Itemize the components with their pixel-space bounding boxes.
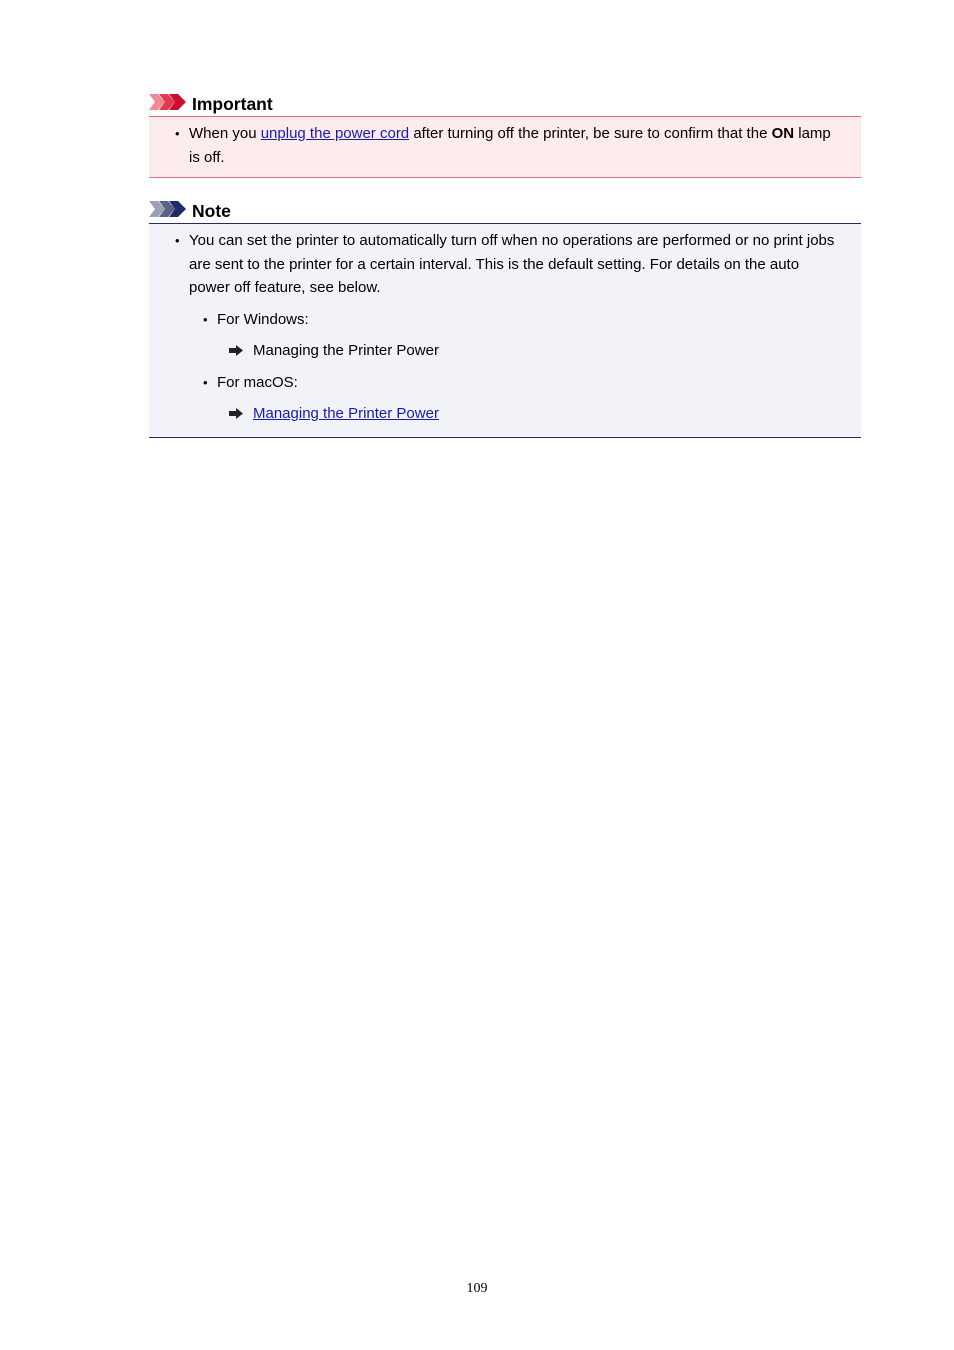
windows-label: For Windows: — [217, 310, 309, 328]
unplug-power-cord-link[interactable]: unplug the power cord — [260, 125, 410, 142]
bullet: • — [203, 311, 208, 327]
sub-item-macos — [203, 371, 841, 395]
sub-item-windows — [203, 308, 841, 332]
list-item — [175, 229, 841, 300]
arrow-right-icon — [229, 345, 244, 356]
windows-managing-printer-power: Managing the Printer Power — [253, 342, 439, 359]
arrow-right-icon — [229, 408, 244, 419]
macos-managing-printer-power-link[interactable]: Managing the Printer Power — [253, 405, 439, 422]
red-chevron-icon — [149, 92, 189, 112]
page-number: 109 — [466, 1281, 488, 1296]
bullet: • — [175, 233, 180, 248]
important-box — [149, 116, 861, 178]
note-heading — [149, 199, 861, 223]
important-text-middle: after turning off the printer, be sure to confirm that the — [409, 125, 772, 142]
bullet: • — [203, 374, 208, 390]
important-text-after: lamp is off. — [189, 125, 831, 166]
macos-label: For macOS: — [217, 373, 298, 391]
note-box — [149, 223, 861, 438]
note-section — [149, 199, 861, 438]
macos-link-row — [229, 402, 841, 426]
important-section — [149, 92, 861, 178]
bullet: • — [175, 126, 180, 141]
list-item — [175, 122, 841, 169]
important-heading — [149, 92, 861, 116]
windows-link-row — [229, 339, 841, 363]
navy-chevron-icon — [149, 199, 189, 219]
important-title: Important — [192, 94, 273, 114]
important-text-before: When you — [189, 125, 261, 142]
note-text: You can set the printer to automatically turn off when no operations are performed or no print jobs are sent to the printer for a certain interval. This is the default setting. For details on the auto power off feature, see below. — [189, 232, 835, 296]
note-title: Note — [192, 201, 231, 221]
on-lamp-label: ON — [771, 125, 795, 142]
